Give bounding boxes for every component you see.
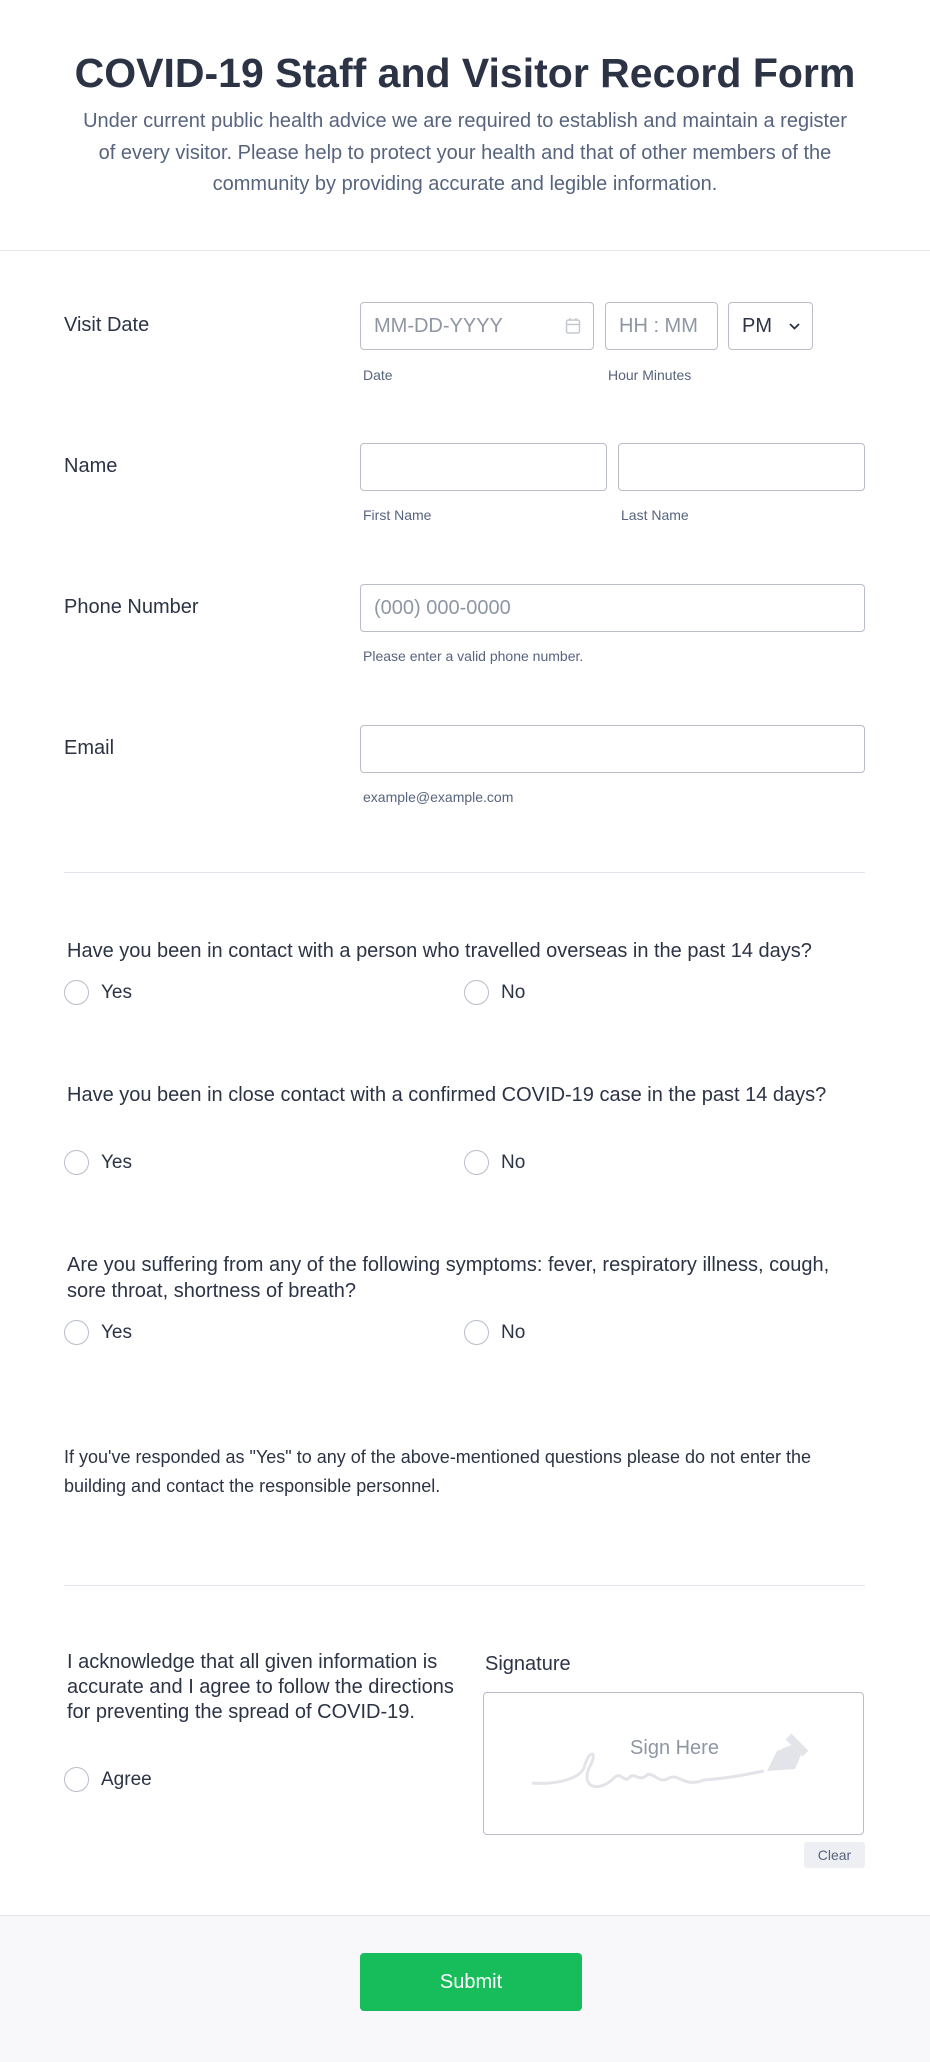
radio-circle[interactable] bbox=[464, 1320, 489, 1345]
calendar-icon[interactable] bbox=[565, 317, 581, 335]
phone-label: Phone Number bbox=[64, 596, 199, 618]
radio-label: Yes bbox=[101, 1321, 132, 1343]
ampm-select[interactable] bbox=[728, 302, 813, 350]
email-label: Email bbox=[64, 737, 115, 759]
time-input[interactable]: HH : MM bbox=[605, 302, 718, 350]
date-input[interactable] bbox=[360, 302, 594, 350]
radio-label: Agree bbox=[101, 1768, 152, 1790]
last-name-input[interactable] bbox=[618, 443, 865, 491]
signature-label: Signature bbox=[485, 1653, 571, 1675]
ampm-value: PM bbox=[742, 315, 772, 337]
radio-symptoms-yes[interactable] bbox=[64, 1320, 132, 1345]
section-divider bbox=[64, 872, 865, 873]
radio-label: No bbox=[501, 1151, 526, 1173]
question-contact: Have you been in close contact with a confirmed COVID-19 case in the past 14 days? bbox=[67, 1084, 827, 1106]
email-input[interactable] bbox=[360, 725, 865, 773]
warning-note: If you've responded as "Yes" to any of the above-mentioned questions please do not enter the building and contact the responsible personnel. bbox=[64, 1447, 812, 1496]
radio-label: No bbox=[501, 1321, 526, 1343]
radio-circle[interactable] bbox=[64, 980, 89, 1005]
last-name-sublabel: Last Name bbox=[621, 507, 689, 523]
section-divider bbox=[64, 1585, 865, 1586]
radio-circle[interactable] bbox=[64, 1767, 89, 1792]
email-help: example@example.com bbox=[363, 789, 514, 805]
radio-circle[interactable] bbox=[464, 980, 489, 1005]
header-divider bbox=[0, 250, 930, 251]
radio-contact-yes[interactable] bbox=[64, 1150, 132, 1175]
signature-pad[interactable] bbox=[483, 1692, 864, 1835]
acknowledge-text: I acknowledge that all given information is accurate and I agree to follow the directions for preventing the spread of COVID-19. bbox=[67, 1651, 454, 1723]
checkbox-agree[interactable] bbox=[64, 1767, 152, 1792]
sign-here-placeholder: Sign Here bbox=[630, 1737, 719, 1759]
question-symptoms: Are you suffering from any of the following symptoms: fever, respiratory illness, cough, sore throat, shortness of breath? bbox=[67, 1254, 830, 1302]
phone-help: Please enter a valid phone number. bbox=[363, 648, 584, 664]
date-sublabel: Date bbox=[363, 367, 393, 383]
first-name-sublabel: First Name bbox=[363, 507, 432, 523]
name-label: Name bbox=[64, 455, 118, 477]
date-placeholder: MM-DD-YYYY bbox=[374, 315, 503, 337]
clear-signature-button[interactable]: Clear bbox=[804, 1842, 865, 1868]
radio-travel-no[interactable] bbox=[464, 980, 525, 1005]
time-sublabel: Hour Minutes bbox=[608, 367, 692, 383]
radio-label: Yes bbox=[101, 1151, 132, 1173]
radio-circle[interactable] bbox=[464, 1150, 489, 1175]
page-title: COVID-19 Staff and Visitor Record Form bbox=[74, 50, 856, 96]
first-name-input[interactable] bbox=[360, 443, 607, 491]
question-travel: Have you been in contact with a person who travelled overseas in the past 14 days? bbox=[67, 940, 812, 962]
radio-circle[interactable] bbox=[64, 1150, 89, 1175]
radio-symptoms-no[interactable] bbox=[464, 1320, 525, 1345]
radio-label: No bbox=[501, 981, 526, 1003]
radio-contact-no[interactable] bbox=[464, 1150, 525, 1175]
page-subtitle: Under current public health advice we are required to establish and maintain a register of every visitor. Please help to protect your health and that of other members of the community by providing accurate and legible information. bbox=[83, 110, 847, 195]
radio-travel-yes[interactable] bbox=[64, 980, 132, 1005]
chevron-down-icon bbox=[789, 323, 800, 330]
phone-input[interactable]: (000) 000-0000 bbox=[360, 584, 865, 632]
radio-circle[interactable] bbox=[64, 1320, 89, 1345]
visit-date-label: Visit Date bbox=[64, 314, 150, 336]
submit-button[interactable]: Submit bbox=[360, 1953, 582, 2011]
radio-label: Yes bbox=[101, 981, 132, 1003]
